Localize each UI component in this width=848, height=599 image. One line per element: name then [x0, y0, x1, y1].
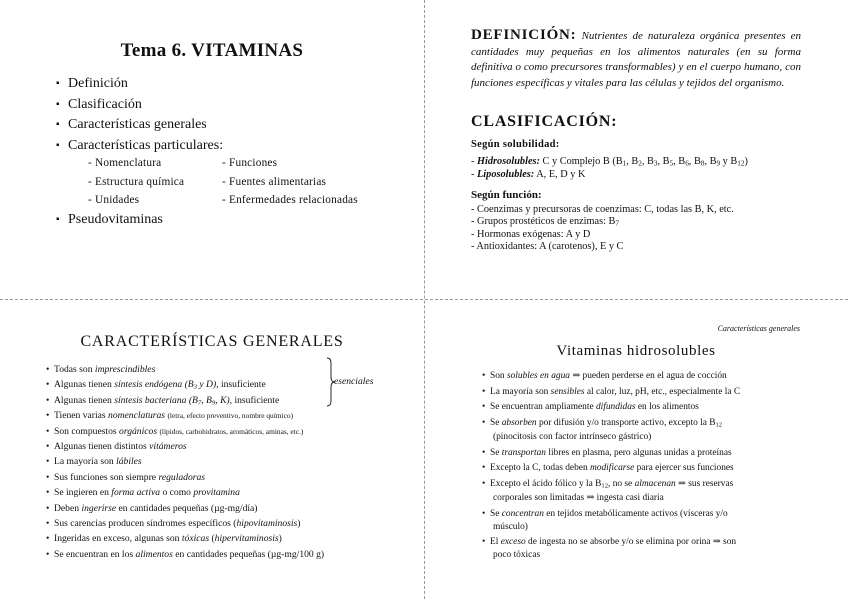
function-heading: Según función:	[471, 189, 542, 201]
slide3-list	[46, 362, 324, 562]
solubility-block	[471, 139, 748, 181]
list-item: • Excepto la C, todas deben modificarse para ejercer sus funciones	[482, 463, 734, 474]
hydrosoluble-line: - Hidrosolubles: C y Complejo B ($B_1$, $B_2$, $B_3$, $B_5$, $B_6$, $B_8$, $B_9$ y $B_{12}$)	[471, 156, 748, 168]
list-item: ▪ Clasificación	[56, 95, 223, 116]
function-item: - Antioxidantes: A (carotenos), E y C	[471, 241, 624, 253]
list-item: • Algunas tienen síntesis endógena ($B_3$ y D), insuficiente	[46, 379, 266, 391]
list-item: • Deben ingerirse en cantidades pequeñas (µg-mg/día)	[46, 502, 258, 514]
list-item: • El exceso de ingesta no se absorbe y/o se elimina por orina ⇒ son poco tóxicas	[482, 537, 737, 561]
classification-heading: CLASIFICACIÓN:	[471, 113, 618, 130]
slide4-list	[482, 370, 740, 565]
slide1-title: Tema 6. VITAMINAS	[120, 40, 304, 61]
function-block	[471, 189, 734, 253]
list-item: ▪ Características generales	[56, 115, 223, 136]
list-item: • Son compuestos orgánicos (lípidos, carbohidratos, aromáticos, aminas, etc.)	[46, 425, 304, 437]
sub-list-right: - Funciones - Fuentes alimentarias - Enfermedades relacionadas	[222, 157, 358, 206]
slide-1	[0, 0, 424, 299]
slide4-title: Vitaminas hidrosolubles	[556, 343, 716, 359]
function-item: - Hormonas exógenas: A y D	[471, 229, 591, 241]
list-item: • Se concentran en tejidos metabólicamente activos (vísceras y/o músculo)	[482, 508, 728, 532]
list-item: • Son solubles en agua ⇒ pueden perderse en el agua de cocción	[482, 371, 727, 381]
bullet-icon: ▪	[56, 119, 60, 130]
list-item: ▪ Definición	[56, 74, 223, 95]
list-item: • Se encuentran ampliamente difundidas en los alimentos	[482, 402, 699, 413]
list-item: • Se ingieren en forma activa o como provitamina	[46, 487, 240, 499]
bullet-icon: ▪	[56, 139, 60, 151]
list-item: • Excepto el ácido fólico y la $B_{12}$, no se almacenan ⇒ sus reservas corporales son limitadas ⇒ ingesta casi diaria	[482, 478, 734, 504]
definition-heading: DEFINICIÓN:	[471, 27, 577, 43]
bullet-icon: ▪	[56, 78, 60, 89]
hydrosoluble-text: C y Complejo B ($B_1$, $B_2$, $B_3$, $B_5$, $B_6$, $B_8$, $B_9$ y $B_{12}$)	[542, 156, 748, 168]
list-item: • Ingeridas en exceso, algunas son tóxicas (hipervitaminosis)	[46, 533, 282, 545]
definition-text: Nutrientes de naturaleza orgánica presentes en cantidades muy pequeñas en los alimentos naturales (en su forma definitiva o como precursores transformables) y en el cuerpo humano, con funciones específicas y vitales para las células y tejidos del organismo.	[471, 30, 802, 89]
slide1-list-tail	[56, 210, 163, 231]
list-item: • La mayoría son lábiles	[46, 456, 142, 468]
list-item: • La mayoría son sensibles al calor, luz, pH, etc., especialmente la C	[482, 386, 741, 397]
list-item: • Tienen varias nomenclaturas (letra, efecto preventivo, nombre químico)	[46, 410, 294, 422]
sub-list-left: - Nomenclatura - Estructura química - Unidades	[88, 157, 185, 206]
slide4-tag: Características generales	[717, 324, 800, 333]
list-item: • Todas son imprescindibles	[46, 364, 156, 375]
list-item: • Algunas tienen síntesis bacteriana ($B_7$, $B_9$, K), insuficiente	[46, 394, 280, 407]
slide-3	[0, 300, 424, 599]
liposoluble-line: - Liposolubles: A, E, D y K	[471, 169, 586, 181]
bullet-icon: ▪	[56, 214, 60, 225]
slide1-list	[56, 74, 223, 156]
list-item: • Sus funciones son siempre reguladoras	[46, 471, 206, 483]
list-item: • Se transportan libres en plasma, pero algunas unidas a proteínas	[482, 447, 732, 458]
slide-2	[424, 0, 848, 299]
slide-4	[424, 300, 848, 599]
bullet-icon: ▪	[56, 98, 60, 110]
list-item: ▪ Pseudovitaminas	[56, 210, 163, 231]
list-item: • Se absorben por difusión y/o transporte activo, excepto la $B_{12}$ (pinocitosis con factor intrínseco gástrico)	[482, 417, 723, 443]
function-item: - Grupos prostéticos de enzimas: $B_7$	[471, 216, 620, 228]
list-item: • Se encuentran en los alimentos en cantidades pequeñas (µg-mg/100 g)	[46, 548, 325, 560]
function-item: - Coenzimas y precursoras de coenzimas: C, todas las B, K, etc.	[471, 204, 734, 215]
list-item: ▪ Características particulares:	[56, 136, 223, 157]
list-item: • Algunas tienen distintos vitámeros	[46, 440, 187, 452]
esenciales-label: esenciales	[334, 376, 374, 387]
solubility-heading: Según solubilidad:	[471, 139, 560, 150]
slide3-title: CARACTERÍSTICAS GENERALES	[80, 333, 344, 350]
definition-block	[471, 28, 801, 91]
list-item: • Sus carencias producen síndromes específicos (hipovitaminosis)	[46, 517, 301, 529]
